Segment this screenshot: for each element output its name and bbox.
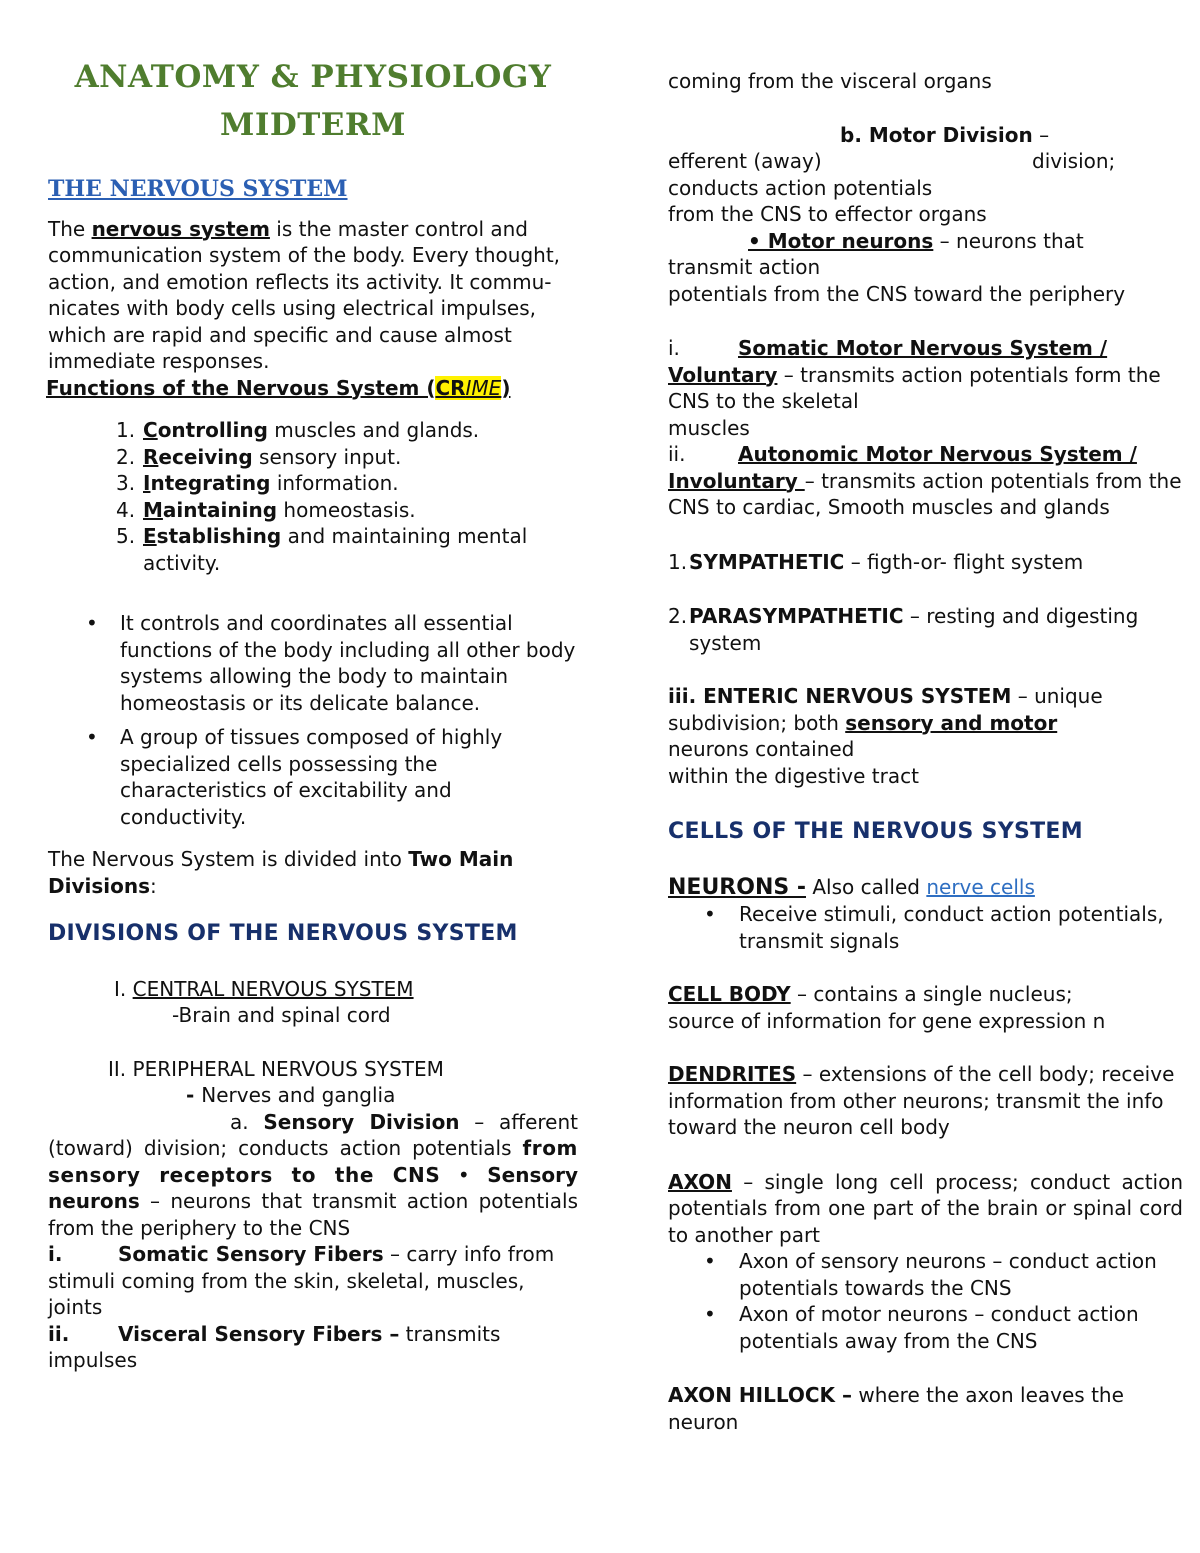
nerve-cells-link[interactable]: nerve cells	[926, 874, 1035, 899]
cell-body-definition: CELL BODY – contains a single nucleus;	[668, 982, 1073, 1006]
pns-description: - Nerves and ganglia	[186, 1083, 396, 1107]
somatic-motor-paragraph: i. Somatic Motor Nervous System / Voluntary – transmits action potentials form the CNS to the skeletal	[668, 336, 1161, 413]
motor-neurons-line1: • Motor neurons – neurons that	[748, 228, 1084, 253]
list-item: • Axon of motor neurons – conduct action potentials away from the CNS	[704, 1302, 1139, 1353]
doc-title-line2: MIDTERM	[220, 106, 406, 143]
pns-heading: II. PERIPHERAL NERVOUS SYSTEM	[108, 1056, 444, 1081]
sympathetic-item: 1. SYMPATHETIC – figth-or- flight system	[668, 549, 1084, 574]
sensory-division-paragraph: a. Sensory Division – afferent (toward) division; conducts action potentials from sensory receptors to the CNS • Sensory neurons – neurons that transmit action potentials from the periphery to the CNS	[48, 1109, 579, 1240]
parasympathetic-item: 2. PARASYMPATHETIC – resting and digesting system	[668, 604, 1139, 655]
function-item: 3. Integrating information.	[116, 471, 399, 495]
enteric-line3: neurons contained	[668, 737, 855, 761]
nervous-system-bullets	[48, 610, 578, 830]
function-item: 5. Establishing and maintaining mental activity.	[116, 524, 528, 575]
list-item: • Axon of sensory neurons – conduct action potentials towards the CNS	[704, 1249, 1157, 1300]
functions-heading: Functions of the Nervous System (CRIME)	[46, 375, 511, 400]
doc-title-line1: ANATOMY & PHYSIOLOGY	[74, 59, 552, 95]
section-heading-nervous-system: THE NERVOUS SYSTEM	[48, 176, 348, 202]
visceral-continuation: coming from the visceral organs	[668, 69, 992, 93]
neurons-definition: NEURONS - Also called nerve cells	[668, 874, 1035, 900]
list-item: • Receive stimuli, conduct action potentials, transmit signals	[704, 902, 1164, 953]
enteric-line4: within the digestive tract	[668, 763, 919, 788]
cns-description: -Brain and spinal cord	[172, 1003, 391, 1027]
dendrites-definition: DENDRITES – extensions of the cell body; receive information from other neurons; transmit the info toward the neuron cell body	[668, 1062, 1175, 1139]
motor-division-line3: from the CNS to effector organs	[668, 202, 987, 226]
right-column	[668, 0, 1183, 1435]
neurons-bullets	[668, 901, 1183, 954]
enteric-line2: subdivision; both sensory and motor	[668, 710, 1058, 735]
cns-heading: I. CENTRAL NERVOUS SYSTEM	[114, 976, 414, 1001]
visceral-sensory-fibers: ii. Visceral Sensory Fibers – transmits impulses	[48, 1321, 501, 1372]
axon-definition: AXON – single long cell process; conduct action potentials from one part of the brain or spinal cord to another part	[668, 1169, 1183, 1247]
motor-division-heading: b. Motor Division –	[840, 122, 1050, 147]
axon-bullets	[668, 1248, 1183, 1354]
divisions-heading: DIVISIONS OF THE NERVOUS SYSTEM	[48, 921, 518, 946]
motor-neurons-line2: transmit action	[668, 255, 821, 279]
autonomic-motor-paragraph: ii. Autonomic Motor Nervous System / Involuntary – transmits action potentials from the CNS to cardiac, Smooth muscles and glands	[668, 442, 1182, 519]
nervous-system-term: nervous system	[91, 216, 270, 241]
function-item: 2. Receiving sensory input.	[116, 444, 402, 469]
function-item: 4. Maintaining homeostasis.	[116, 497, 416, 522]
cells-heading: CELLS OF THE NERVOUS SYSTEM	[668, 819, 1083, 844]
function-item: 1. Controlling muscles and glands.	[116, 418, 480, 442]
motor-division-line1: efferent (away) division;	[668, 149, 1116, 173]
somatic-motor-tail: muscles	[668, 415, 750, 440]
functions-list	[48, 417, 578, 576]
cell-body-line2: source of information for gene expression n	[668, 1008, 1106, 1033]
motor-division-line2: conducts action potentials	[668, 175, 933, 200]
left-column	[48, 0, 578, 1374]
axon-hillock-definition: AXON HILLOCK – where the axon leaves the neuron	[668, 1383, 1124, 1434]
enteric-line1: iii. ENTERIC NERVOUS SYSTEM – unique	[668, 684, 1103, 708]
intro-paragraph: The nervous system is the master control and communication system of the body. Every thought, action, and emotion reflects its activity. It commu- nicates with body cells using electrical impulses, which are rapid and specific and cause almost immediate responses.	[48, 216, 561, 373]
somatic-sensory-fibers: i. Somatic Sensory Fibers – carry info from stimuli coming from the skin, skeletal, muscles, joints	[48, 1242, 555, 1319]
list-item: • A group of tissues composed of highly specialized cells possessing the characteristics of excitability and conductivity.	[86, 725, 503, 829]
divided-paragraph: The Nervous System is divided into Two Main Divisions:	[48, 847, 514, 898]
list-item: • It controls and coordinates all essential functions of the body including all other body systems allowing the body to maintain homeostasis or its delicate balance.	[86, 611, 576, 715]
motor-neurons-line3: potentials from the CNS toward the periphery	[668, 281, 1126, 306]
